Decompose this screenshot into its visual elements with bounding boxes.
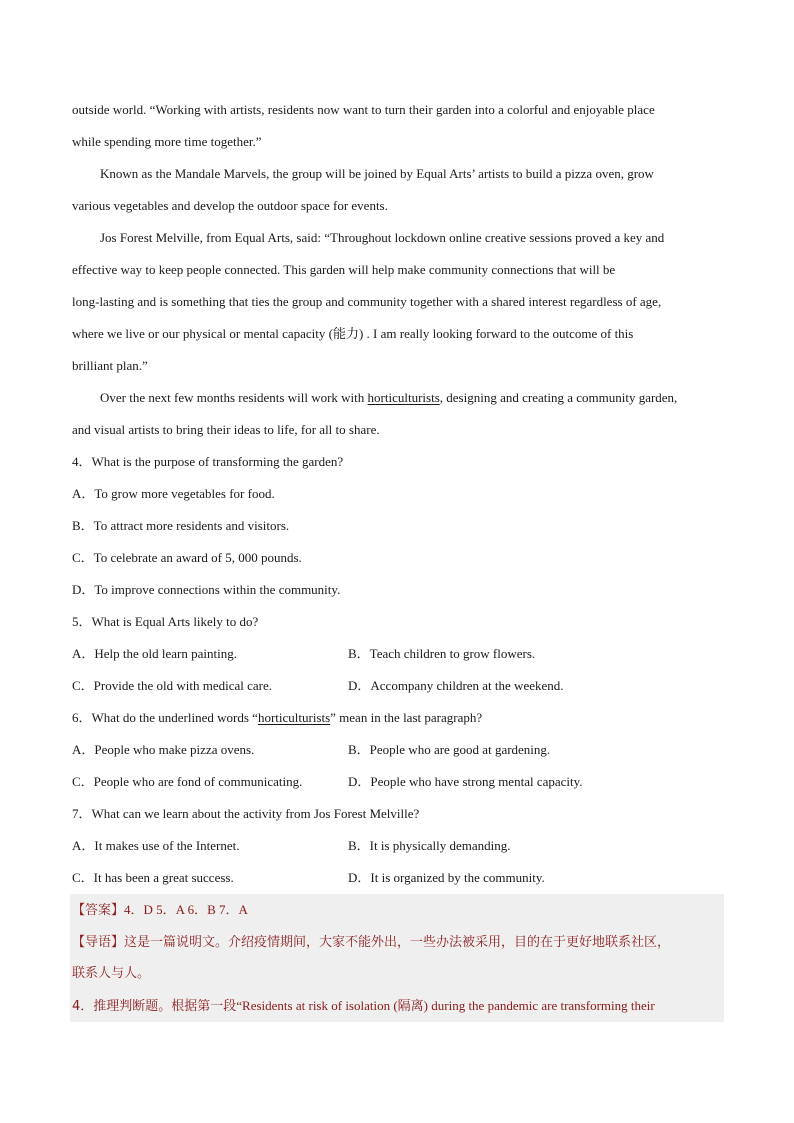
document-content	[72, 94, 724, 1022]
option-4c: C．To celebrate an award of 5, 000 pounds.	[72, 550, 302, 565]
passage-line	[72, 382, 724, 414]
question-stem-5: 5．What is Equal Arts likely to do?	[72, 614, 259, 629]
passage-line: while spending more time together.”	[72, 134, 262, 149]
option-6b: B．People who are good at gardening.	[348, 742, 551, 757]
underlined-word: horticulturists	[257, 710, 331, 725]
guide-line	[72, 926, 724, 958]
option-4b: B．To attract more residents and visitors.	[72, 518, 290, 533]
guide-tag: 【导语】	[72, 935, 125, 950]
stem-text: 6．What do the underlined words “	[72, 710, 258, 725]
option-6d: D．People who have strong mental capacity.	[348, 774, 583, 789]
option-7c: C．It has been a great success.	[72, 870, 234, 885]
guide-line: 联系人与人。	[72, 966, 151, 981]
stem-text: ” mean in the last paragraph?	[330, 710, 483, 725]
passage-line: various vegetables and develop the outdoor space for events.	[72, 198, 388, 213]
option-row	[72, 766, 724, 798]
option-7a: A．It makes use of the Internet.	[72, 838, 240, 853]
option-5c: C．Provide the old with medical care.	[72, 678, 273, 693]
underlined-word: horticulturists	[367, 390, 440, 405]
option-7d: D．It is organized by the community.	[348, 870, 545, 885]
passage-text: , designing and creating a community garden,	[439, 390, 678, 405]
passage-line: effective way to keep people connected. This garden will help make community connections that will be	[72, 262, 616, 277]
answer-values: 4．D 5．A 6．B 7．A	[124, 902, 248, 917]
option-4a: A．To grow more vegetables for food.	[72, 486, 275, 501]
option-row	[72, 862, 724, 894]
question-stem-6	[72, 702, 724, 734]
option-row	[72, 830, 724, 862]
option-5d: D．Accompany children at the weekend.	[348, 678, 564, 693]
passage-line: and visual artists to bring their ideas to life, for all to share.	[72, 422, 380, 437]
passage-line: Jos Forest Melville, from Equal Arts, said: “Throughout lockdown online creative sessions proved a key and	[100, 230, 665, 245]
option-5b: B．Teach children to grow flowers.	[348, 646, 536, 661]
option-5a: A．Help the old learn painting.	[72, 646, 237, 661]
option-6a: A．People who make pizza ovens.	[72, 742, 255, 757]
option-row	[72, 638, 724, 670]
passage-line: brilliant plan.”	[72, 358, 148, 373]
answer-section	[70, 894, 724, 1022]
answer-tag: 【答案】	[72, 903, 125, 918]
answer-line	[72, 894, 724, 926]
option-6c: C．People who are fond of communicating.	[72, 774, 303, 789]
question-stem-4: 4．What is the purpose of transforming the garden?	[72, 454, 344, 469]
passage-text: Over the next few months residents will work with	[100, 390, 368, 405]
passage-line: where we live or our physical or mental capacity (能力) . I am really looking forward to the outcome of this	[72, 326, 634, 341]
question-stem-7: 7．What can we learn about the activity from Jos Forest Melville?	[72, 806, 420, 821]
explanation-line	[72, 990, 724, 1022]
guide-text: 这是一篇说明文。介绍疫情期间，大家不能外出，一些办法被采用，目的在于更好地联系社区，	[124, 935, 671, 950]
explanation-quote: “Residents at risk of isolation (隔离) during the pandemic are transforming their	[236, 998, 655, 1013]
passage-line: Known as the Mandale Marvels, the group will be joined by Equal Arts’ artists to build a pizza oven, grow	[100, 166, 654, 181]
passage-line: long-lasting and is something that ties the group and community together with a shared interest regardless of age,	[72, 294, 662, 309]
passage-line: outside world. “Working with artists, residents now want to turn their garden into a colorful and enjoyable place	[72, 102, 655, 117]
option-row	[72, 670, 724, 702]
option-row	[72, 734, 724, 766]
explanation-text: 4．推理判断题。根据第一段	[72, 999, 237, 1014]
option-7b: B．It is physically demanding.	[348, 838, 511, 853]
option-4d: D．To improve connections within the community.	[72, 582, 341, 597]
